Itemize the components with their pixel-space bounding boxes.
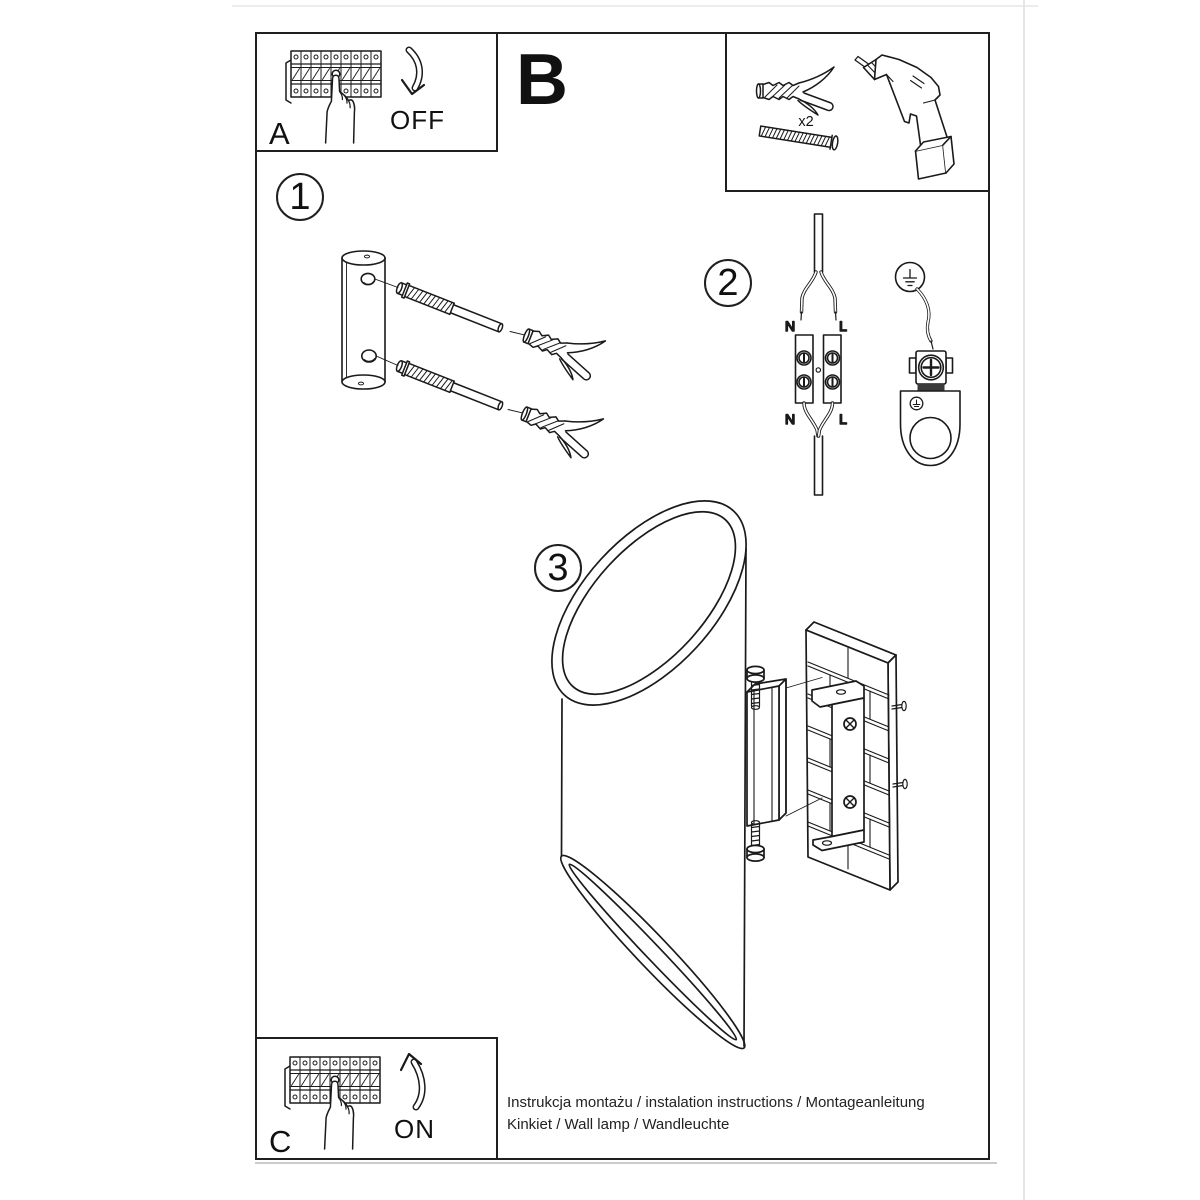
live-label-bottom: L [839, 411, 847, 427]
lamp-tube-icon [530, 500, 781, 1059]
step-1-number: 1 [289, 175, 311, 218]
step-3-number: 3 [547, 546, 569, 589]
breaker-panel-icon [286, 51, 381, 143]
terminal-block-icon [796, 335, 842, 403]
mounting-plate-icon [342, 251, 385, 389]
drill-icon [855, 55, 954, 179]
power-cable-icon [801, 214, 836, 320]
panel-a-action-label: OFF [390, 105, 445, 135]
set-screw-icon [747, 821, 764, 861]
step-1-badge [276, 173, 324, 221]
panel-a-label: A [269, 116, 290, 151]
scan-artifact-bottom [255, 1162, 997, 1164]
neutral-label-top: N [784, 318, 796, 334]
footer-line-2: Kinkiet / Wall lamp / Wandleuchte [507, 1115, 730, 1133]
step-3-illustration [530, 500, 930, 1080]
ground-symbol-icon [896, 263, 925, 292]
screw-icon [395, 358, 505, 413]
wall-plug-icon [757, 67, 835, 115]
step-2-illustration [690, 200, 980, 500]
power-cable-icon [804, 403, 833, 495]
footer [507, 1092, 987, 1135]
neutral-label-bottom: N [784, 411, 796, 427]
tools-box [725, 32, 990, 192]
screw-icon [395, 280, 505, 335]
panel-c-action-label: ON [394, 1114, 435, 1144]
section-b-label: B [516, 40, 568, 120]
tools-illustration [727, 34, 988, 190]
wall-plug-icon [514, 390, 604, 463]
ground-connector-icon [901, 289, 961, 466]
breaker-panel-icon [285, 1057, 380, 1149]
panel-a [255, 32, 498, 152]
tools-quantity-label: x2 [798, 114, 814, 130]
step-1-illustration [325, 235, 635, 475]
arrow-down-icon [402, 50, 424, 94]
wall-plug-icon [516, 312, 606, 385]
scan-artifact-right [1023, 0, 1025, 1200]
footer-line-1: Instrukcja montażu / instalation instructions / Montageanleitung [507, 1094, 925, 1111]
breaker-off-illustration [257, 34, 496, 150]
live-label-top: L [839, 318, 847, 334]
lamp-mount-icon [747, 679, 786, 826]
arrow-up-icon [401, 1054, 422, 1107]
breaker-on-illustration [257, 1039, 496, 1158]
panel-c-label: C [269, 1124, 292, 1159]
panel-c [255, 1037, 498, 1160]
scan-artifact-top [232, 5, 1038, 7]
step-2-number: 2 [717, 261, 739, 304]
